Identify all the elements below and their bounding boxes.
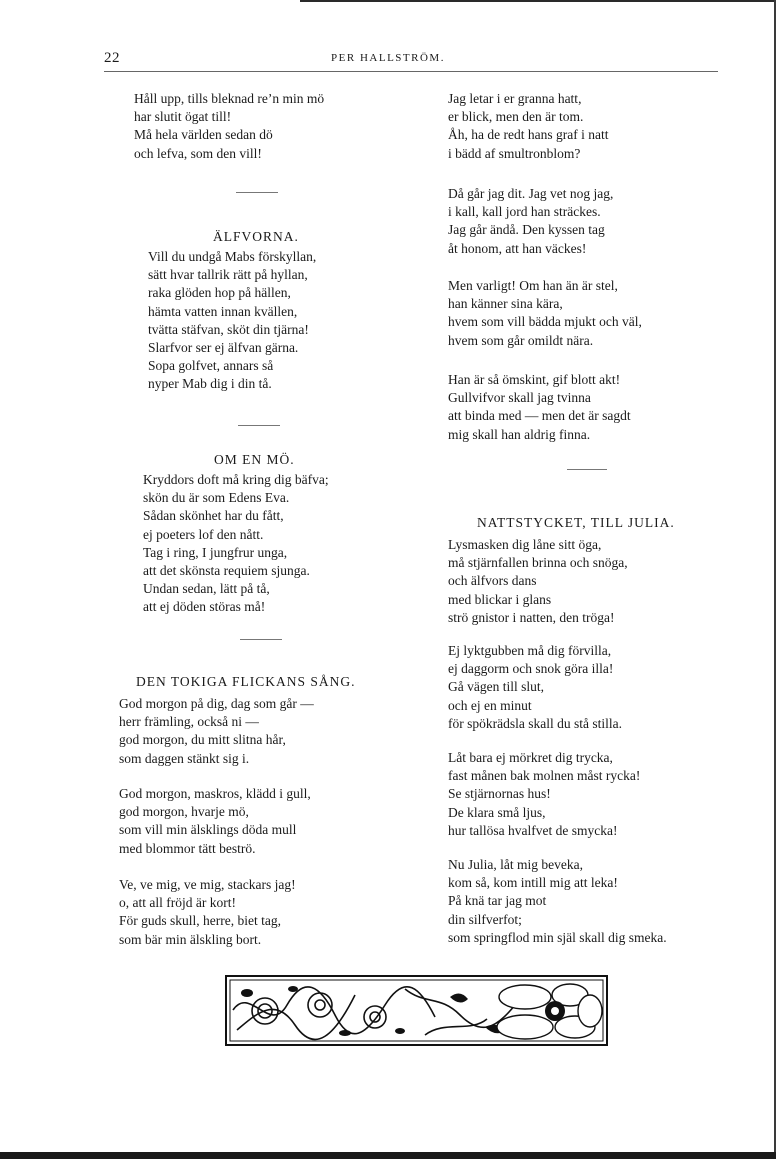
verse-line: er blick, men den är tom.	[448, 109, 584, 125]
verse-line: herr främling, också ni —	[119, 714, 259, 730]
verse-line: som vill min älsklings döda mull	[119, 822, 297, 838]
verse-line: med blommor tätt beströ.	[119, 840, 256, 856]
verse-line: för spökrädsla skall du stå stilla.	[448, 715, 622, 731]
verse-line: Tag i ring, I jungfrur unga,	[143, 544, 288, 560]
verse-line: Då går jag dit. Jag vet nog jag,	[448, 186, 614, 201]
verse-line: har slutit ögat till!	[134, 109, 232, 125]
verse-line: På knä tar jag mot	[448, 893, 547, 909]
running-title: PER HALLSTRÖM.	[331, 52, 445, 64]
poem-om-en-mo	[143, 471, 329, 617]
verse-line: och lefva, som den vill!	[134, 145, 262, 161]
header-rule	[104, 71, 718, 72]
verse-line: raka glöden hop på hällen,	[148, 285, 291, 301]
poem-tokiga-stanza-1	[119, 695, 314, 768]
verse-line: Nu Julia, låt mig beveka,	[448, 857, 583, 872]
verse-line: För guds skull, herre, biet tag,	[119, 913, 281, 929]
verse-line: ej daggorm och snok göra illa!	[448, 661, 614, 677]
verse-line: god morgon, du mitt slitna hår,	[119, 732, 286, 748]
verse-line: som bär min älskling bort.	[119, 931, 262, 947]
verse-line: Se stjärnornas hus!	[448, 786, 551, 802]
verse-line: hvem som går omildt nära.	[448, 332, 594, 348]
verse-line: åt honom, att han väckes!	[448, 240, 587, 256]
page-edge-top	[300, 0, 776, 2]
verse-line: med blickar i glans	[448, 591, 552, 607]
verse-line: tvätta stäfvan, sköt din tjärna!	[148, 321, 309, 337]
verse-line: må stjärnfallen brinna och snöga,	[448, 555, 628, 571]
verse-line: ej poeters lof den nått.	[143, 526, 264, 542]
verse-line: Gå vägen till slut,	[448, 679, 544, 695]
poem-title-tokiga: DEN TOKIGA FLICKANS SÅNG.	[136, 674, 356, 689]
poem-alfvorna	[148, 248, 316, 394]
verse-line: Undan sedan, lätt på tå,	[143, 581, 270, 597]
verse-line: Jag går ändå. Den kyssen tag	[448, 222, 605, 238]
verse-line: att det skönsta requiem sjunga.	[143, 563, 310, 579]
verse-line: god morgon, hvarje mö,	[119, 804, 249, 820]
right-stanza-2	[448, 185, 613, 258]
page-number: 22	[104, 50, 120, 66]
verse-line: Men varligt! Om han än är stel,	[448, 278, 618, 293]
verse-line: som daggen stänkt sig i.	[119, 750, 250, 766]
verse-line: God morgon, maskros, klädd i gull,	[119, 786, 311, 801]
verse-line: nyper Mab dig i din tå.	[148, 376, 272, 392]
verse-line: mig skall han aldrig finna.	[448, 426, 591, 442]
verse-line: God morgon på dig, dag som går —	[119, 696, 314, 711]
section-divider	[236, 192, 278, 193]
verse-line: Må hela världen sedan dö	[134, 127, 273, 143]
verse-line: Åh, ha de redt hans graf i natt	[448, 127, 609, 143]
verse-line: din silfverfot;	[448, 911, 522, 927]
poem-title-nattstycket: NATTSTYCKET, TILL JULIA.	[477, 515, 675, 530]
verse-line: i kall, kall jord han sträckes.	[448, 204, 601, 220]
poem-tokiga-stanza-2	[119, 785, 311, 858]
right-stanza-1	[448, 90, 608, 163]
verse-line: han känner sina kära,	[448, 296, 563, 312]
poem-title-alfvorna: ÄLFVORNA.	[213, 229, 299, 244]
verse-line: Vill du undgå Mabs förskyllan,	[148, 249, 317, 264]
poem-nattstycket-stanza-4	[448, 856, 667, 947]
verse-line: Han är så ömskint, gif blott akt!	[448, 372, 621, 387]
verse-line: hvem som vill bädda mjukt och väl,	[448, 314, 642, 330]
verse-line: Ej lyktgubben må dig förvilla,	[448, 643, 612, 658]
verse-line: Gullvifvor skall jag tvinna	[448, 390, 591, 406]
floral-vignette-icon	[225, 975, 608, 1046]
verse-line: Lysmasken dig låne sitt öga,	[448, 537, 602, 552]
right-stanza-3	[448, 277, 642, 350]
opening-stanza	[134, 90, 324, 163]
verse-line: De klara små ljus,	[448, 804, 546, 820]
page-edge-bottom	[0, 1152, 776, 1159]
verse-line: o, att all fröjd är kort!	[119, 895, 236, 911]
verse-line: och ej en minut	[448, 697, 532, 713]
verse-line: Ve, ve mig, ve mig, stackars jag!	[119, 877, 296, 892]
verse-line: hämta vatten innan kvällen,	[148, 303, 298, 319]
poem-nattstycket-stanza-2	[448, 642, 622, 733]
section-divider	[567, 469, 607, 470]
verse-line: skön du är som Edens Eva.	[143, 490, 290, 506]
verse-line: Slarfvor ser ej älfvan gärna.	[148, 340, 299, 356]
verse-line: Kryddors doft må kring dig bäfva;	[143, 472, 329, 487]
verse-line: och älfvors dans	[448, 573, 537, 589]
verse-line: Låt bara ej mörkret dig trycka,	[448, 750, 613, 765]
verse-line: i bädd af smultronblom?	[448, 145, 581, 161]
verse-line: Jag letar i er granna hatt,	[448, 91, 582, 106]
poem-nattstycket-stanza-1	[448, 536, 628, 627]
verse-line: Sopa golfvet, annars så	[148, 358, 274, 374]
poem-tokiga-stanza-3	[119, 876, 296, 949]
verse-line: Sådan skönhet har du fått,	[143, 508, 284, 524]
right-stanza-4	[448, 371, 631, 444]
verse-line: att binda med — men det är sagdt	[448, 408, 631, 424]
verse-line: att ej döden störas må!	[143, 599, 266, 615]
poem-title-om-en-mo: OM EN MÖ.	[214, 452, 295, 467]
verse-line: Håll upp, tills bleknad re’n min mö	[134, 91, 325, 106]
verse-line: fast månen bak molnen måst rycka!	[448, 768, 641, 784]
verse-line: som springflod min själ skall dig smeka.	[448, 929, 667, 945]
verse-line: sätt hvar tallrik rätt på hyllan,	[148, 267, 308, 283]
section-divider	[240, 639, 282, 640]
section-divider	[238, 425, 280, 426]
verse-line: strö gnistor i natten, den tröga!	[448, 609, 615, 625]
poem-nattstycket-stanza-3	[448, 749, 640, 840]
verse-line: kom så, kom intill mig att leka!	[448, 875, 618, 891]
verse-line: hur tallösa hvalfvet de smycka!	[448, 822, 618, 838]
